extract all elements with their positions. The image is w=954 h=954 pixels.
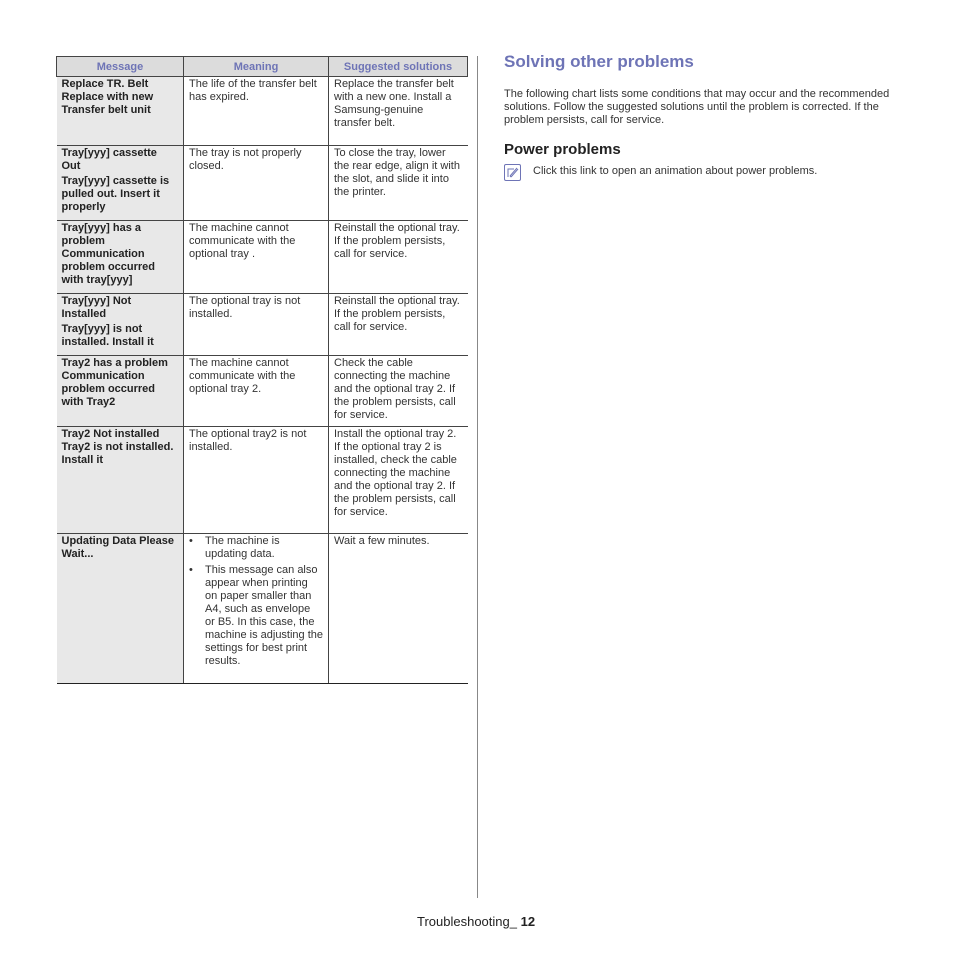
table-row xyxy=(57,77,468,146)
message-text: Tray[yyy] cassette is pulled out. Insert it properly xyxy=(61,175,170,213)
table-row xyxy=(57,427,468,534)
message-text: Tray[yyy] Not Installed xyxy=(61,295,132,320)
meaning-cell xyxy=(184,534,329,684)
subsection-title: Power problems xyxy=(504,141,621,158)
solution-cell: Wait a few minutes. xyxy=(329,534,468,684)
message-text: Updating Data Please Wait... xyxy=(61,535,174,560)
table-row xyxy=(57,221,468,294)
header-solutions: Suggested solutions xyxy=(329,57,468,77)
message-cell xyxy=(57,77,184,146)
message-text: Tray[yyy] has a problem Communication problem occurred with tray[yyy] xyxy=(61,222,156,286)
meaning-cell: The life of the transfer belt has expired. xyxy=(184,77,329,146)
note-icon[interactable] xyxy=(504,164,521,181)
solution-cell: Reinstall the optional tray. If the problem persists, call for service. xyxy=(329,294,468,356)
footer-label: Troubleshooting_ xyxy=(417,914,521,929)
column-divider xyxy=(477,56,478,898)
message-text: Tray[yyy] cassette Out xyxy=(61,147,157,172)
section-intro: The following chart lists some conditions that may occur and the recommended solutions. Follow the suggested solutions until the problem is corrected. If the problem persists, call for service. xyxy=(504,88,890,126)
meaning-cell: The optional tray2 is not installed. xyxy=(184,427,329,534)
message-cell xyxy=(57,221,184,294)
message-text: Tray2 Not installed Tray2 is not installed. Install it xyxy=(61,428,174,466)
right-column xyxy=(504,52,904,181)
page-footer xyxy=(417,914,535,929)
table-row xyxy=(57,534,468,684)
page-number: 12 xyxy=(520,914,536,929)
table-row xyxy=(57,146,468,221)
meaning-cell: The tray is not properly closed. xyxy=(184,146,329,221)
table-row xyxy=(57,356,468,427)
troubleshooting-table xyxy=(56,56,468,684)
animation-link[interactable] xyxy=(504,164,904,181)
message-text: Replace TR. Belt Replace with new Transfer belt unit xyxy=(61,78,154,116)
meaning-cell: The optional tray is not installed. xyxy=(184,294,329,356)
solution-cell: Install the optional tray 2. If the optional tray 2 is installed, check the cable connecting the machine and the optional tray 2. If the problem persists, call for service. xyxy=(329,427,468,534)
solution-cell: Check the cable connecting the machine and the optional tray 2. If the problem persists, call for service. xyxy=(329,356,468,427)
table-row xyxy=(57,294,468,356)
message-cell xyxy=(57,356,184,427)
meaning-cell: The machine cannot communicate with the optional tray . xyxy=(184,221,329,294)
solution-cell: Reinstall the optional tray. If the problem persists, call for service. xyxy=(329,221,468,294)
header-message: Message xyxy=(57,57,184,77)
message-cell xyxy=(57,294,184,356)
message-text: Tray2 has a problem Communication problem occurred with Tray2 xyxy=(61,357,168,408)
solution-cell: Replace the transfer belt with a new one. Install a Samsung-genuine transfer belt. xyxy=(329,77,468,146)
message-cell xyxy=(57,427,184,534)
section-title: Solving other problems xyxy=(504,52,694,71)
list-item: • This message can also appear when printing on paper smaller than A4, such as envelope or B5. In this case, the machine is adjusting the settings for best print results. xyxy=(189,564,323,668)
header-meaning: Meaning xyxy=(184,57,329,77)
solution-cell: To close the tray, lower the rear edge, align it with the slot, and slide it into the printer. xyxy=(329,146,468,221)
animation-link-text[interactable]: Click this link to open an animation about power problems. xyxy=(533,165,818,177)
table-header-row xyxy=(57,57,468,77)
message-text: Tray[yyy] is not installed. Install it xyxy=(61,323,154,348)
meaning-cell: The machine cannot communicate with the optional tray 2. xyxy=(184,356,329,427)
list-item: • The machine is updating data. xyxy=(189,535,323,561)
message-cell xyxy=(57,534,184,684)
meaning-bullet-list xyxy=(189,535,323,668)
message-cell xyxy=(57,146,184,221)
